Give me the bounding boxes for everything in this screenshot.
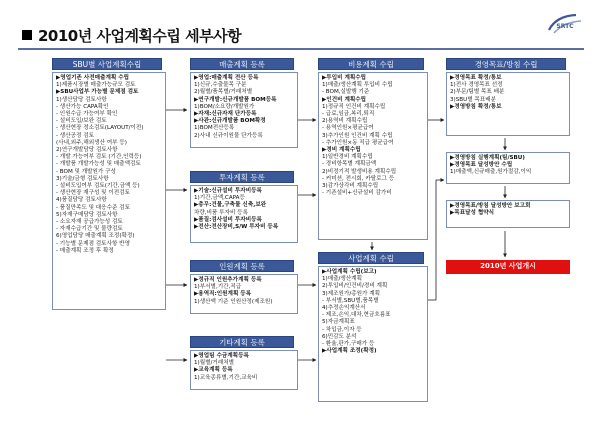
box-line: 1)신규,수출물목 구분 (194, 82, 247, 89)
title-text: 2010년 사업계획수립 세부사항 (38, 27, 242, 45)
box-line: ▶경영목표 확정/통보 (450, 75, 502, 81)
box-line: 1)부서별,기간,직급 (194, 284, 242, 291)
col3-box-cost (318, 72, 428, 240)
box-line: (사내,외주,해외생산 여부 등) (56, 139, 127, 146)
box-line: 1)일반경비 계획수립 (322, 154, 373, 161)
bullet-square-icon (22, 30, 32, 40)
box-line: 5)자금계획표 (322, 319, 355, 326)
box-line: ▶SBU사업부 가능별 문제점 검토 (56, 89, 139, 96)
box-line: 1)매출/생산계획 투입비 수립 (322, 82, 393, 89)
box-line: 3)추가인원 인건비 계획 수립 (322, 132, 393, 139)
box-line: 3)감가상각비 계획수립 (322, 183, 379, 190)
box-line: 3)SBU별 목표배분 (450, 96, 497, 103)
box-line: 2)부문/팀별 목표 배분 (450, 89, 505, 96)
col4-box-report (446, 200, 570, 228)
box-line: 2)투입비/인건비/경비 계획 (322, 283, 388, 290)
box-line: - 차입금,이자 등 (322, 326, 362, 333)
col4-header-goals: 경영목표/방침 수립 (446, 58, 566, 70)
box-line: ▶사관:신규개발품 BOM확정 (194, 118, 266, 125)
box-line: ▶인건비 계획수립 (322, 96, 367, 103)
box-line: ▶영업:매출계획 전산 등록 (194, 75, 259, 81)
box-line: 4)품질담당 검토사항 (56, 197, 107, 204)
box-line: 3)제조원가/총원가 계획 (322, 290, 381, 297)
box-line: - 개발 가능여부 검토 (기간,인력등) (56, 154, 142, 161)
box-line: 6)민감도 분석 (322, 333, 357, 340)
title-underline (18, 48, 584, 50)
box-line: - 생산가능 CAPA확인 (56, 103, 109, 110)
box-line: ▶총무:건물,구축물 신축,보완 (194, 202, 267, 209)
col2-header-invest: 투자계획 등록 (190, 171, 294, 183)
box-line: ▶경영방침 확정/통보 (450, 103, 502, 110)
box-line: - 급료,임금,복리,퇴직 (322, 111, 375, 118)
box-line: - 개발품 개발가능성 및 매출액검토 (56, 161, 141, 168)
box-line: ▶기술:신규설비 투자비등록 (194, 188, 262, 194)
box-line: ▶투입비 계획수립 (322, 75, 367, 81)
box-line: ▶영업팀 수금계획등록 (194, 353, 249, 359)
box-line: - 부서별,SBU별,품목별 (322, 297, 379, 304)
box-line: 4)추정손익계산서 (322, 305, 366, 312)
box-line: ▶정규직 인원추가계획 등록 (194, 277, 262, 283)
box-line: 1)교육종류별,기간,교육비 (194, 374, 258, 381)
col3-header-plan: 사업계획 수립 (318, 252, 424, 264)
box-line: 6)영업담당 매출계획 조정(확정) (56, 233, 135, 240)
box-line: - 경비항목별 계획금액 (322, 161, 377, 168)
box-line: - 환율,판가,구매가 등 (322, 341, 375, 348)
box-line: - 제조,손익,대차,현금흐름표 (322, 312, 391, 319)
col2-header-other: 기타계획 등록 (190, 336, 294, 348)
box-line: 1)BOM/소요량/개발원가 (194, 103, 255, 110)
logo-text: SRTC (556, 23, 574, 30)
box-line: - 설비도입여부 검토(기간,금액 등) (56, 183, 140, 190)
box-line: 1)생산담당 검토사항 (56, 96, 107, 103)
col1-header: SBU별 사업계획수립 (52, 58, 162, 70)
box-line: 차량,비품 투자비 등록 (194, 209, 248, 216)
box-line: - 용역인원×평균급여 (322, 125, 374, 132)
box-line: ▶영업기존 사전매출계획 수립 (56, 75, 130, 81)
col1-box (52, 72, 166, 310)
box-line: - 기존설비+신규설비 감가비 (322, 190, 392, 197)
box-line: 1)정규직 인건비 계획수립 (322, 103, 386, 110)
box-line: - 매출계획 조정 후 확정 (56, 247, 114, 254)
box-line: - 자재수급기간 및 물량검토 (56, 226, 123, 233)
box-line: - 커미션, 전시회, 카탈로그 등 (322, 175, 395, 182)
box-line: ▶자재:신규자재 단가등록 (194, 111, 257, 118)
box-line: - 기능별 문제점 검토사항 반영 (56, 240, 130, 247)
col4-box-goals (446, 72, 570, 136)
box-line: 1)생산액 기준 인원산정(제조원) (194, 298, 273, 305)
box-line: - 설비도입/보완 검토 (56, 118, 107, 125)
box-line: - 생산현장 정소검토(LAYOUT/이전) (56, 125, 144, 132)
box-line: ▶품질:검사설비 투자비등록 (194, 216, 262, 223)
company-logo (546, 12, 584, 36)
box-line: 1)매출/생산계획 (322, 276, 363, 283)
box-line: ▶용역직:인원계획 등록 (194, 291, 252, 298)
box-line: 3)기술/금형 검토사항 (56, 175, 109, 182)
col3-box-plan (318, 266, 428, 402)
box-line: - 인원수급 가능여부 확인 (56, 111, 118, 118)
col2-header-staff: 인원계획 등록 (190, 260, 294, 272)
box-line: 2)사내 신규이원물 단가등록 (194, 132, 263, 139)
box-line: 2)연구개발담당 검토사항 (56, 147, 118, 154)
box-line: - 추가인원×동 직급 평균급여 (322, 139, 394, 146)
box-line: ▶경영목표/방침 달성방안 보고회 (450, 203, 531, 209)
box-line: - BOM,실발행 기준 (322, 89, 370, 96)
col2-header-sales: 매출계획 등록 (190, 58, 294, 70)
box-line: 1)전사 경영목표 선정 (450, 82, 503, 89)
box-line: ▶경영방침 실행계획(팀/SBU) (450, 155, 525, 161)
box-line: ▶전산:전산장비,S/W 투자비 등록 (194, 224, 279, 231)
col2-box-invest (190, 185, 298, 243)
box-line: ▶사업계획 조정(확정) (322, 348, 377, 355)
box-line: ▶연구개발:신규개발품 BOM등록 (194, 96, 277, 103)
col2-box-other (190, 350, 298, 390)
box-line: - 생산공정 검토 (56, 132, 94, 139)
col2-box-sales (190, 72, 298, 148)
box-line: - BOM 및 개발원가 구성 (56, 168, 116, 175)
box-line: 1)매출액,신규매출,원가절감,이익 (450, 169, 532, 176)
box-line: ▶교육계획 등록 (194, 367, 233, 374)
box-line: ▶경영목표 달성방안 수립 (450, 162, 513, 169)
box-line: 1)기간,금액,CAPA등 (194, 195, 245, 202)
business-start-banner: 2010년 사업개시 (446, 260, 570, 274)
col3-header-cost: 비용계획 수립 (318, 58, 424, 70)
box-line: 2)비정기적 발생비용 계획수립 (322, 168, 397, 175)
box-line: 2)용역비 계획수립 (322, 118, 368, 125)
col4-box-execution (446, 152, 570, 184)
box-line: 1)BOM전산등록 (194, 125, 235, 132)
box-line: - 소요자재 공급가능성 검토 (56, 219, 123, 226)
box-line: - 생산현장 재구성 및 이전검토 (56, 190, 130, 197)
box-line: ▶사업계획 수립(보고) (322, 269, 377, 275)
box-line: 2)월별/품목별/거래처별 (194, 89, 253, 96)
box-line: 1)제품시장별 매출가능규모 검토 (56, 82, 136, 89)
col2-box-staff (190, 274, 298, 314)
page-title (22, 25, 241, 46)
box-line: - 품질만족도 및 대응수준 검토 (56, 204, 130, 211)
box-line: ▶목표달성 협약식 (450, 210, 495, 217)
box-line: ▶경비 계획수립 (322, 147, 361, 154)
box-line: 5)자재구매담당 검토사항 (56, 211, 118, 218)
box-line: 1)월별/거래처별 (194, 360, 235, 367)
